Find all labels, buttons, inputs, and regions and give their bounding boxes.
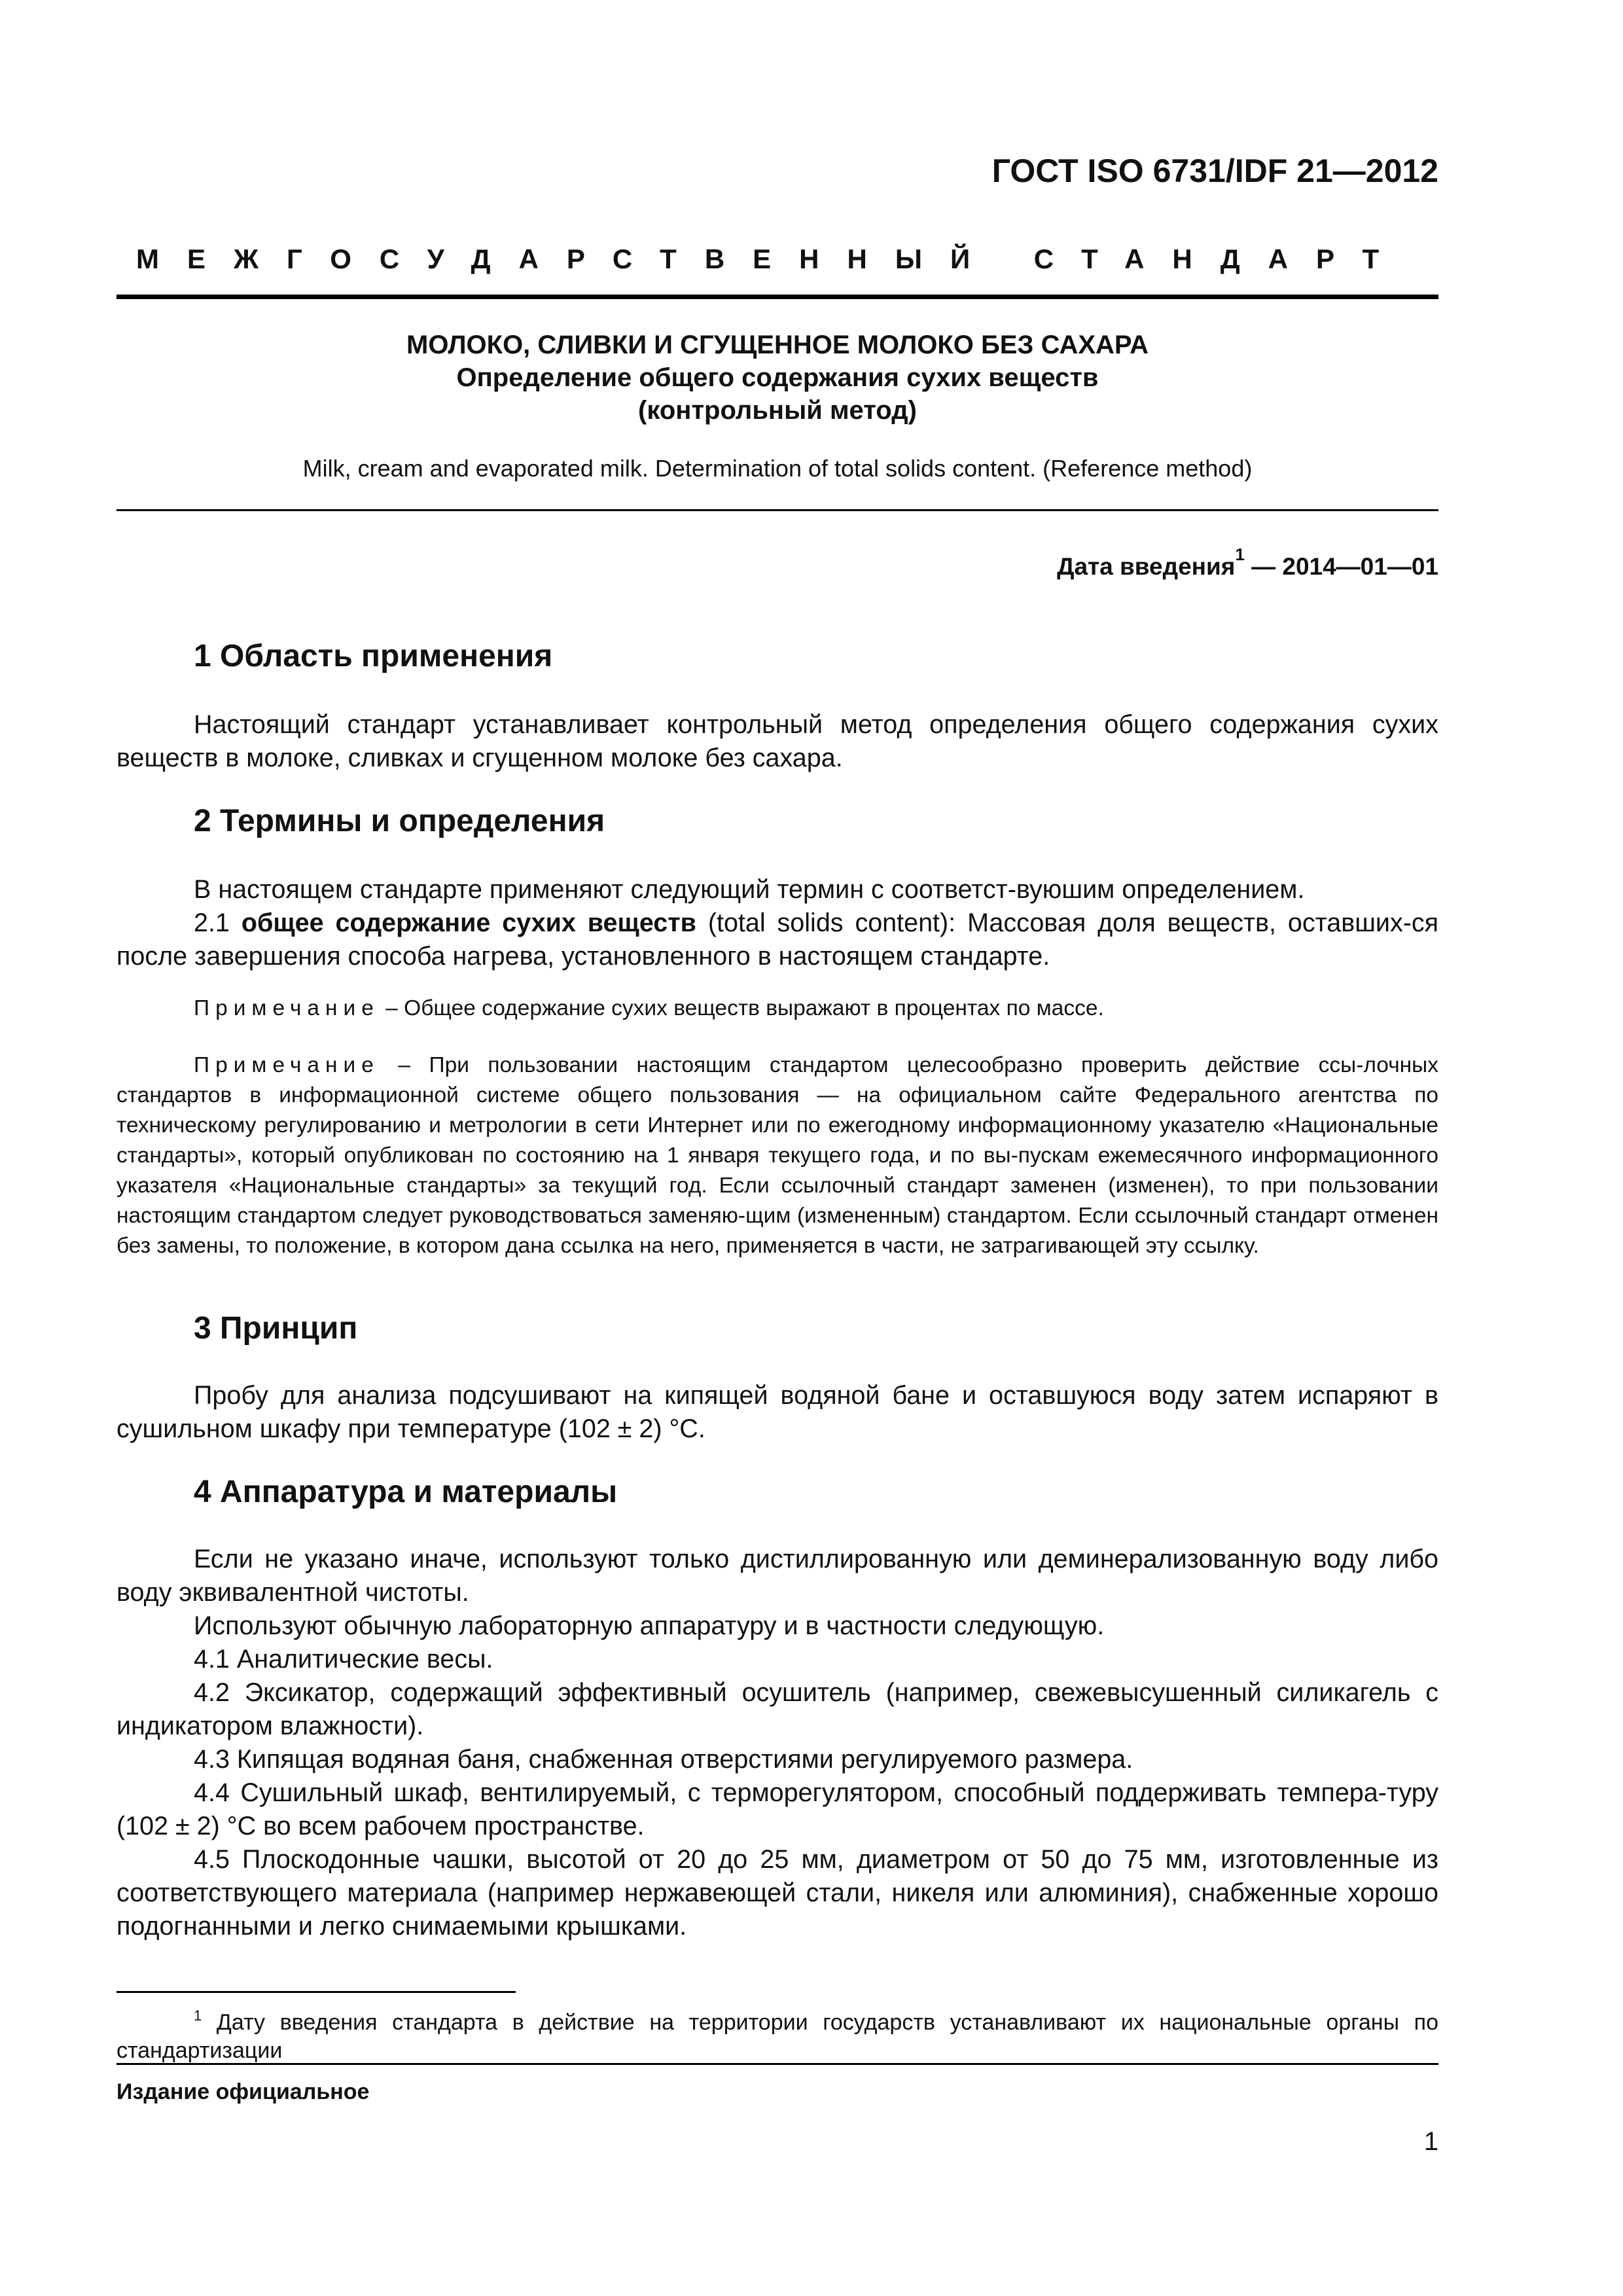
note-2 (116, 1050, 1438, 1261)
footnote-separator (116, 1991, 516, 1993)
section-1-heading: 1 Область применения (194, 639, 553, 673)
title-line-3: (контрольный метод) (638, 396, 917, 425)
standard-code: ГОСТ ISO 6731/IDF 21—2012 (991, 152, 1438, 189)
introduction-date (1057, 545, 1438, 581)
official-edition: Издание официальное (116, 2079, 370, 2104)
list-item: 4.4 Сушильный шкаф, вентилируемый, с терморегулятором, способный поддерживать темпера-туру (102 ± 2) °С во всем рабочем пространстве. (116, 1778, 1438, 1840)
paragraph: Настоящий стандарт устанавливает контрольный метод определения общего содержания сухих веществ в молоке, сливках и сгущенном молоке без сахара. (116, 710, 1438, 772)
note-label: Примечание (194, 996, 380, 1020)
section-2-heading: 2 Термины и определения (194, 804, 605, 838)
title-rule (116, 509, 1438, 511)
paragraph: Используют обычную лабораторную аппаратуру и в частности следующую. (194, 1611, 1105, 1640)
definition-term: общее содержание сухих веществ (241, 908, 696, 937)
note-1 (116, 994, 1438, 1024)
list-item: 4.5 Плоскодонные чашки, высотой от 20 до 25 мм, диаметром от 50 до 75 мм, изготовленные из соответствующего материала (например нержавеющей стали, никеля или алюминия), снабженные хорошо подогнанными и легко снимаемыми крышками. (116, 1845, 1438, 1941)
paragraph: В настоящем стандарте применяют следующий термин с соответст-вуюшим определением. (194, 875, 1305, 904)
note-text: – При пользовании настоящим стандартом целесообразно проверить действие ссы-лочных стандартов в информационной системе общего пользования — на официальном сайте Федерального агентства по техническому регулированию и метрологии в сети Интернет или по ежегодному информационному указателю «Национальные стандарты», который опубликован по состоянию на 1 января текущего года, и по вы-пускам ежемесячного информационного указателя «Национальные стандарты» за текущий год. Если ссылочный стандарт заменен (изменен), то при пользовании настоящим стандартом следует руководствоваться заменяю-щим (измененным) стандартом. Если ссылочный стандарт отменен без замены, то положение, в котором дана ссылка на него, применяется в части, не затрагивающей эту ссылку. (116, 1053, 1438, 1258)
footnote-text: Дату введения стандарта в действие на территории государств устанавливают их национальные органы по стандартизации (116, 2010, 1438, 2063)
note-label: Примечание (194, 1053, 380, 1077)
page-number: 1 (1423, 2127, 1438, 2156)
section-3-text (116, 1379, 1438, 1446)
section-1-text (116, 708, 1438, 775)
paragraph: Если не указано иначе, используют только дистиллированную или деминерализованную воду либо воду эквивалентной чистоты. (116, 1545, 1438, 1607)
document-page (116, 0, 1438, 2296)
date-footnote-mark: 1 (1235, 545, 1245, 564)
header-rule (116, 295, 1438, 299)
list-item: 4.1 Аналитические весы. (194, 1645, 493, 1674)
list-item: 4.3 Кипящая водяная баня, снабженная отверстиями регулируемого размера. (194, 1745, 1133, 1774)
title-line-1: МОЛОКО, СЛИВКИ И СГУЩЕННОЕ МОЛОКО БЕЗ САХАРА (406, 331, 1149, 359)
section-4-text (116, 1543, 1438, 1943)
footnote-mark: 1 (194, 2007, 202, 2024)
paragraph: Пробу для анализа подсушивают на кипящей водяной бане и оставшуюся воду затем испаряют в сушильном шкафу при температуре (102 ± 2) °С. (116, 1381, 1438, 1443)
definition-number: 2.1 (194, 908, 241, 937)
footnote (116, 2001, 1438, 2065)
section-3-heading: 3 Принцип (194, 1311, 358, 1346)
definition-text: (total solids content): Массовая доля веществ, оставших-ся после завершения способа нагрева, установленного в настоящем стандарте. (116, 908, 1438, 971)
english-title: Milk, cream and evaporated milk. Determination of total solids content. (Reference method) (302, 455, 1253, 482)
title-line-2: Определение общего содержания сухих веществ (456, 363, 1099, 392)
section-4-heading: 4 Аппаратура и материалы (194, 1475, 618, 1509)
note-text: – Общее содержание сухих веществ выражают в процентах по массе. (379, 996, 1104, 1020)
footer-rule (116, 2063, 1438, 2065)
standard-type: МЕЖГОСУДАРСТВЕННЫЙ СТАНДАРТ (136, 243, 1408, 274)
section-2-text (116, 873, 1438, 973)
date-value: — 2014—01—01 (1244, 553, 1438, 580)
list-item: 4.2 Эксикатор, содержащий эффективный осушитель (например, свежевысушенный силикагель с индикатором влажности). (116, 1678, 1438, 1740)
definition (116, 906, 1438, 973)
date-label: Дата введения (1057, 553, 1236, 580)
